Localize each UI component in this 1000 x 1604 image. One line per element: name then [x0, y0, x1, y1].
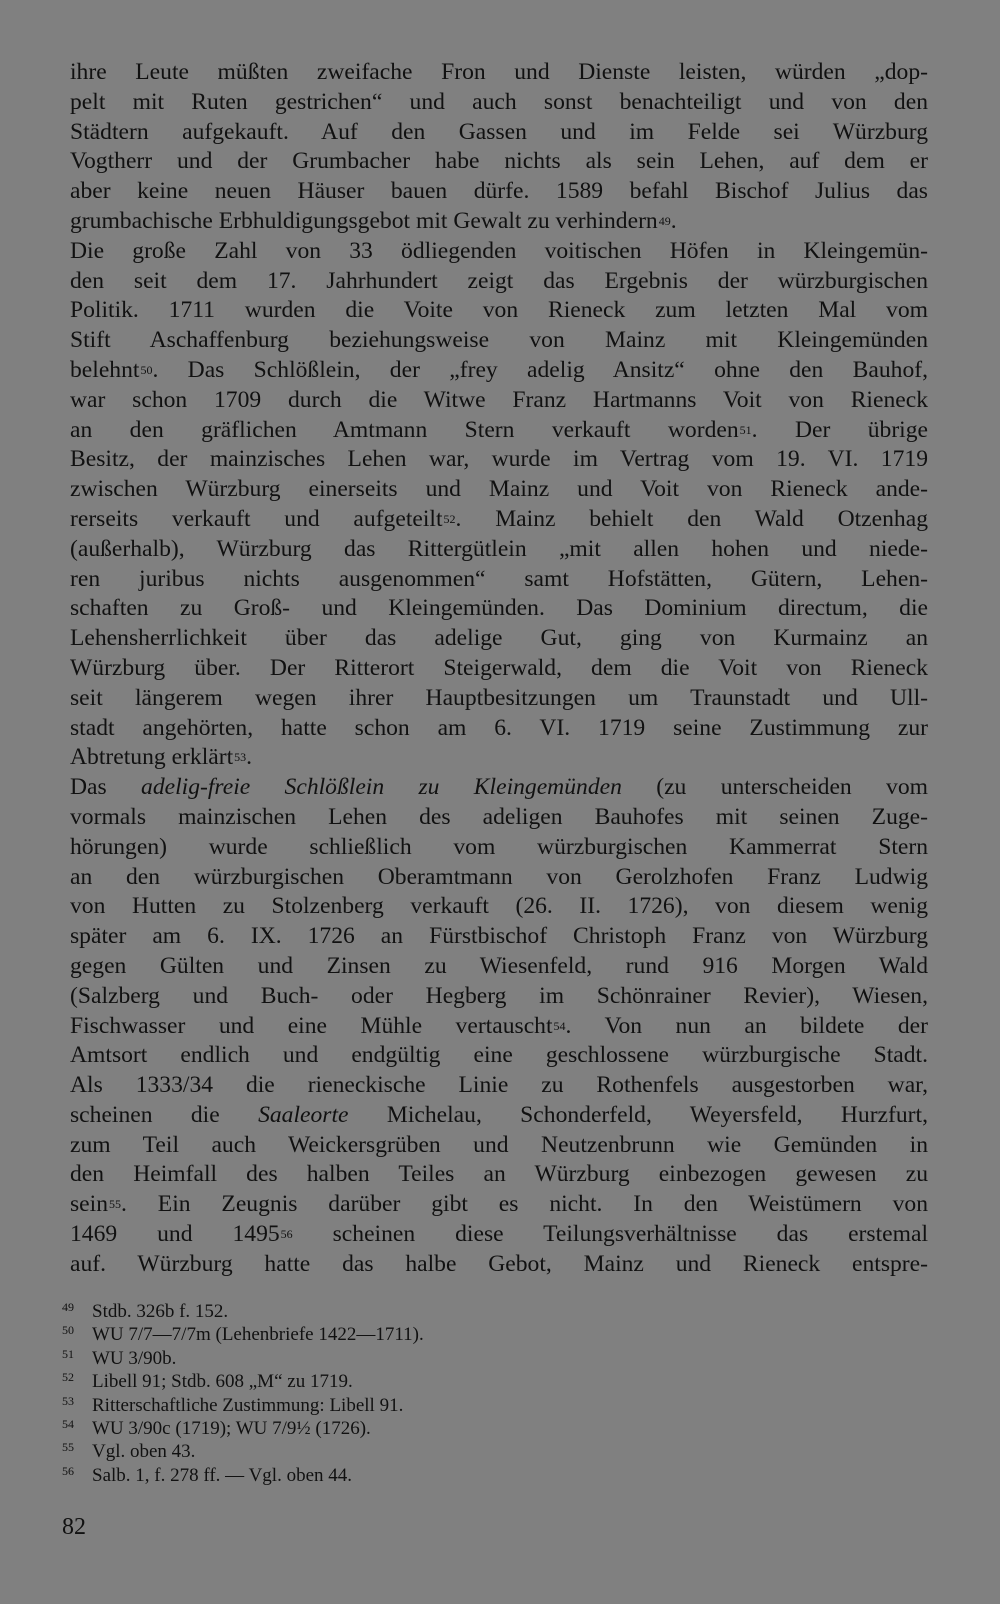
text-line: sein$^{55}$. Ein Zeugnis darüber gibt es nicht. In den Weistümern von [70, 1191, 928, 1218]
text-line: zum Teil auch Weickersgrüben und Neutzenbrunn wie Gemünden in [70, 1131, 928, 1158]
text-line: den Heimfall des halben Teiles an Würzburg einbezogen gewesen zu [70, 1161, 928, 1188]
text-line: Politik. 1711 wurden die Voite von Rieneck zum letzten Mal vom [70, 297, 928, 324]
text-line: Stift Aschaffenburg beziehungsweise von Mainz mit Kleingemünden [70, 327, 928, 354]
body-text [70, 58, 928, 1280]
footnote-text: WU 3/90c (1719); WU 7/9½ (1726). [92, 1417, 371, 1439]
footnote [62, 1370, 662, 1393]
footnote-number: 51 [62, 1346, 74, 1361]
text-line: hörungen) wurde schließlich vom würzburgischen Kammerrat Stern [70, 833, 928, 860]
text-line: belehnt$^{50}$. Das Schlößlein, der „frey adelig Ansitz“ ohne den Bauhof, [70, 356, 928, 383]
text-line: seit längerem wegen ihrer Hauptbesitzungen um Traunstadt und Ull- [70, 684, 928, 711]
footnote-number: 55 [62, 1440, 74, 1455]
text-line: grumbachische Erbhuldigungsgebot mit Gewalt zu verhindern$^{49}$. [70, 207, 677, 234]
text-line: später am 6. IX. 1726 an Fürstbischof Christoph Franz von Würzburg [70, 923, 928, 950]
footnote-text: Salb. 1, f. 278 ff. — Vgl. oben 44. [92, 1464, 353, 1486]
text-line: (Salzberg und Buch- oder Hegberg im Schönrainer Revier), Wiesen, [70, 982, 928, 1009]
footnote-ref: 55 [109, 1197, 122, 1212]
footnote [62, 1323, 662, 1346]
footnote [62, 1300, 662, 1323]
footnote-ref: 56 [280, 1227, 293, 1242]
text-line: aber keine neuen Häuser bauen dürfe. 1589 befahl Bischof Julius das [70, 178, 928, 205]
text-line: Lehensherrlichkeit über das adelige Gut, ging von Kurmainz an [70, 625, 928, 652]
footnote-ref: 51 [739, 422, 752, 437]
italic-term: adelig-freie Schlößlein zu Kleingemünden [141, 774, 622, 801]
footnote-number: 52 [62, 1370, 74, 1385]
text-line: rerseits verkauft und aufgeteilt$^{52}$. Mainz behielt den Wald Otzenhag [70, 505, 928, 532]
text-line: Besitz, der mainzisches Lehen war, wurde im Vertrag vom 19. VI. 1719 [70, 446, 928, 473]
page-number: 82 [62, 1514, 86, 1540]
text-line: Die große Zahl von 33 ödliegenden voitischen Höfen in Kleingemün- [70, 237, 928, 264]
text-line: ren juribus nichts ausgenommen“ samt Hofstätten, Gütern, Lehen- [70, 565, 928, 592]
text-line: war schon 1709 durch die Witwe Franz Hartmanns Voit von Rieneck [70, 386, 928, 413]
footnote-text: Stdb. 326b f. 152. [92, 1301, 229, 1322]
footnote-number: 54 [62, 1416, 74, 1431]
footnotes [62, 1300, 662, 1487]
footnote [62, 1347, 662, 1370]
footnote [62, 1440, 662, 1463]
footnote [62, 1417, 662, 1440]
footnote [62, 1394, 662, 1417]
text-line: Amtsort endlich und endgültig eine geschlossene würzburgische Stadt. [70, 1042, 928, 1069]
italic-term: Saaleorte [258, 1101, 349, 1128]
text-line: Städtern aufgekauft. Auf den Gassen und im Felde sei Würzburg [70, 118, 928, 145]
text-line: schaften zu Groß- und Kleingemünden. Das Dominium directum, die [70, 595, 928, 622]
footnote-number: 49 [62, 1300, 74, 1314]
text-line: scheinen die Saaleorte Michelau, Schonderfeld, Weyersfeld, Hurzfurt, [70, 1101, 928, 1128]
footnote-text: WU 3/90b. [92, 1347, 177, 1369]
footnote [62, 1464, 662, 1487]
footnote-ref: 49 [658, 213, 671, 228]
text-line: Fischwasser und eine Mühle vertauscht$^{54}$. Von nun an bildete der [70, 1012, 928, 1039]
text-line: gegen Gülten und Zinsen zu Wiesenfeld, rund 916 Morgen Wald [70, 952, 928, 979]
text-line: Würzburg über. Der Ritterort Steigerwald, dem die Voit von Rieneck [70, 654, 928, 681]
text-line: an den gräflichen Amtmann Stern verkauft worden$^{51}$. Der übrige [70, 416, 928, 443]
footnote-number: 56 [62, 1463, 74, 1478]
text-line: auf. Würzburg hatte das halbe Gebot, Mainz und Rieneck entspre- [70, 1250, 928, 1277]
footnote-text: Libell 91; Stdb. 608 „M“ zu 1719. [92, 1371, 353, 1393]
text-line: Das adelig-freie Schlößlein zu Kleingemünden (zu unterscheiden vom [70, 774, 928, 801]
text-line: Abtretung erklärt$^{53}$. [70, 744, 253, 771]
text-line: stadt angehörten, hatte schon am 6. VI. 1719 seine Zustimmung zur [70, 714, 928, 741]
footnote-text: WU 7/7—7/7m (Lehenbriefe 1422—1711). [92, 1324, 424, 1346]
text-line: den seit dem 17. Jahrhundert zeigt das Ergebnis der würzburgischen [70, 267, 928, 294]
text-line: zwischen Würzburg einerseits und Mainz und Voit von Rieneck ande- [70, 476, 928, 503]
footnote-number: 53 [62, 1393, 74, 1408]
footnote-ref: 52 [443, 511, 456, 526]
footnote-number: 50 [62, 1323, 74, 1338]
text-line: an den würzburgischen Oberamtmann von Gerolzhofen Franz Ludwig [70, 863, 928, 890]
text-line: (außerhalb), Würzburg das Rittergütlein „mit allen hohen und niede- [70, 535, 928, 562]
text-line: 1469 und 1495$^{56}$ scheinen diese Teilungsverhältnisse das erstemal [70, 1221, 928, 1248]
text-line: vormals mainzischen Lehen des adeligen Bauhofes mit seinen Zuge- [70, 803, 928, 830]
footnote-ref: 50 [140, 362, 153, 377]
text-line: Vogtherr und der Grumbacher habe nichts als sein Lehen, auf dem er [70, 148, 928, 175]
footnote-text: Vgl. oben 43. [92, 1441, 196, 1463]
text-line: von Hutten zu Stolzenberg verkauft (26. II. 1726), von diesem wenig [70, 893, 928, 920]
footnote-ref: 54 [553, 1018, 566, 1033]
footnote-text: Ritterschaftliche Zustimmung: Libell 91. [92, 1394, 404, 1416]
footnote-ref: 53 [234, 750, 247, 765]
text-line: ihre Leute müßten zweifache Fron und Dienste leisten, würden „dop- [70, 59, 928, 85]
text-line: pelt mit Ruten gestrichen“ und auch sonst benachteiligt und von den [70, 88, 928, 115]
text-line: Als 1333/34 die rieneckische Linie zu Rothenfels ausgestorben war, [70, 1072, 928, 1099]
